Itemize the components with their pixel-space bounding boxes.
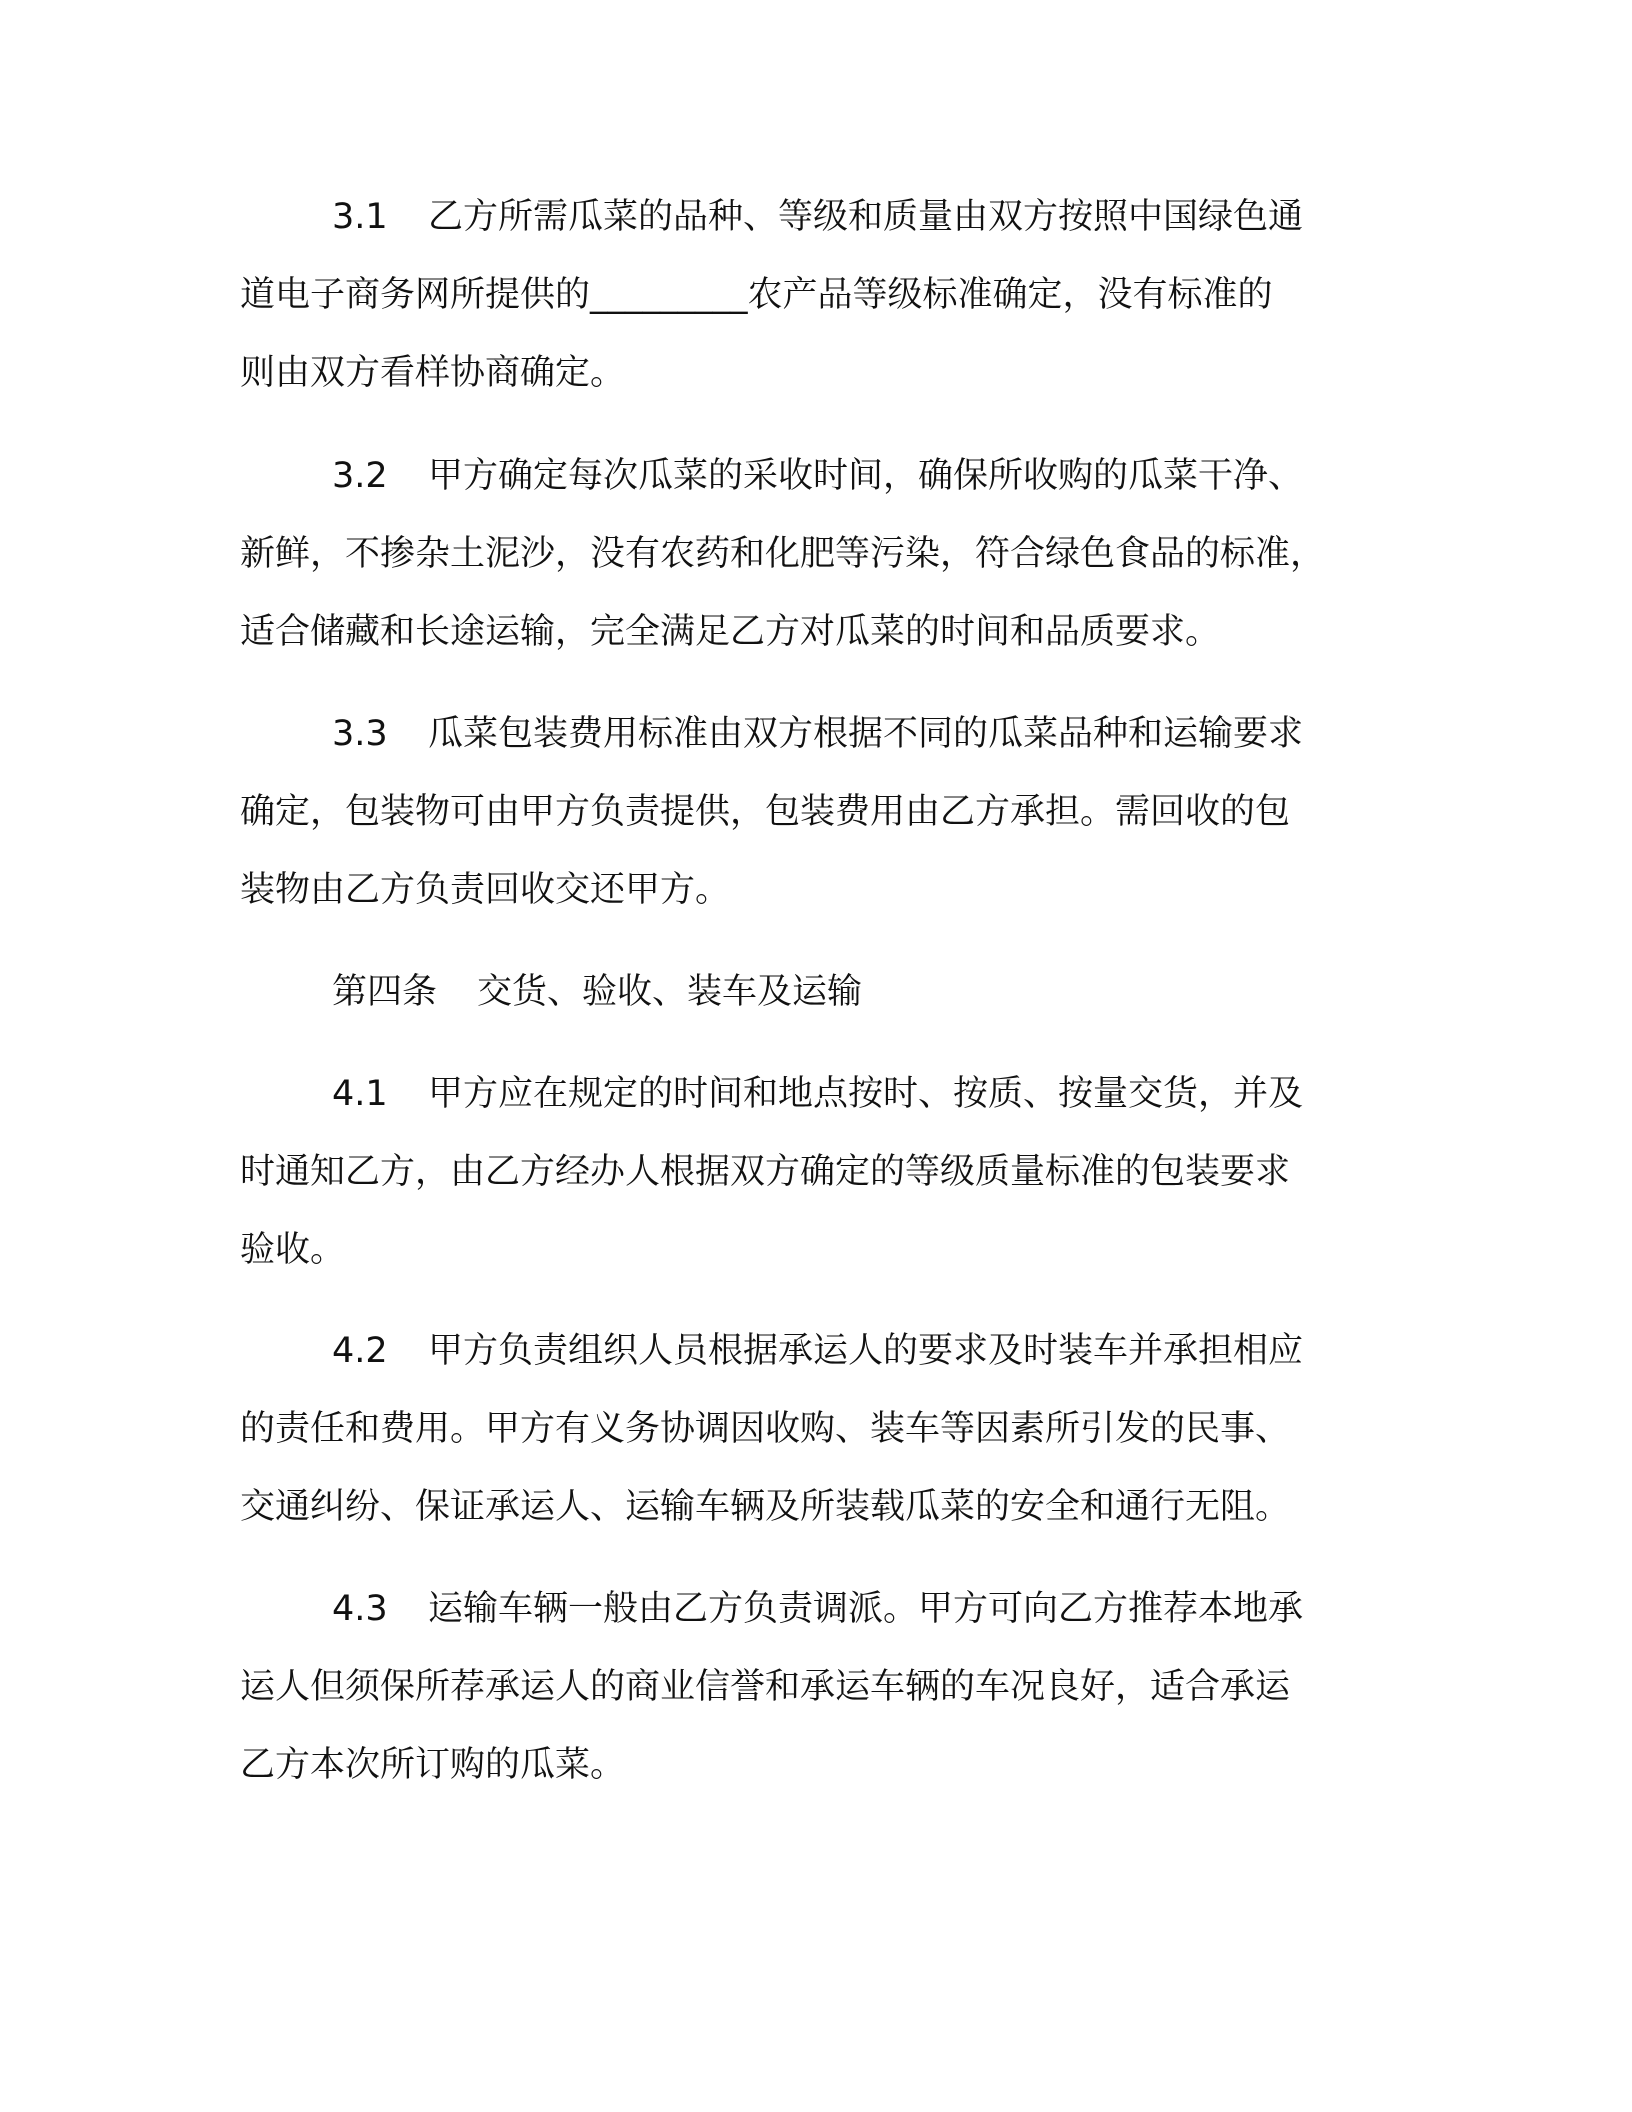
clause-number: 3.2 bbox=[332, 456, 388, 496]
article-label: 第四条 bbox=[332, 972, 438, 1012]
clause-line: 适合储藏和长途运输，完全满足乙方对瓜菜的时间和品质要求。 bbox=[240, 612, 1221, 652]
article-heading bbox=[332, 953, 862, 1031]
clause-number: 3.1 bbox=[332, 197, 388, 237]
clause-line: 则由双方看样协商确定。 bbox=[240, 353, 626, 393]
clause-line: 3.2 甲方确定每次瓜菜的采收时间，确保所收购的瓜菜干净、 bbox=[240, 437, 1380, 515]
clause-4-1 bbox=[240, 1055, 1380, 1289]
clause-line: 乙方本次所订购的瓜菜。 bbox=[240, 1745, 626, 1785]
clause-3-3 bbox=[240, 695, 1380, 929]
clause-line: 新鲜，不掺杂土泥沙，没有农药和化肥等污染，符合绿色食品的标准， bbox=[240, 534, 1326, 574]
clause-4-2 bbox=[240, 1312, 1380, 1546]
clause-line: 4.1 甲方应在规定的时间和地点按时、按质、按量交货，并及 bbox=[240, 1055, 1380, 1133]
clause-line: 的责任和费用。甲方有义务协调因收购、装车等因素所引发的民事、 bbox=[240, 1409, 1291, 1449]
clause-line: 确定，包装物可由甲方负责提供，包装费用由乙方承担。需回收的包 bbox=[240, 792, 1291, 832]
article-title: 交货、验收、装车及运输 bbox=[477, 972, 863, 1012]
clause-number: 3.3 bbox=[332, 714, 388, 754]
clause-number: 4.1 bbox=[332, 1074, 388, 1114]
clause-line: 4.2 甲方负责组织人员根据承运人的要求及时装车并承担相应 bbox=[240, 1312, 1380, 1390]
clause-line: 4.3 运输车辆一般由乙方负责调派。甲方可向乙方推荐本地承 bbox=[240, 1570, 1380, 1648]
clause-line: 3.3 瓜菜包装费用标准由双方根据不同的瓜菜品种和运输要求 bbox=[240, 695, 1380, 773]
clause-number: 4.3 bbox=[332, 1589, 388, 1629]
clause-line: 交通纠纷、保证承运人、运输车辆及所装载瓜菜的安全和通行无阻。 bbox=[240, 1487, 1291, 1527]
clause-3-2 bbox=[240, 437, 1380, 671]
clause-line: 道电子商务网所提供的_________农产品等级标准确定，没有标准的 bbox=[240, 275, 1273, 315]
clause-line: 时通知乙方，由乙方经办人根据双方确定的等级质量标准的包装要求 bbox=[240, 1152, 1291, 1192]
clause-number: 4.2 bbox=[332, 1331, 388, 1371]
clause-line: 3.1 乙方所需瓜菜的品种、等级和质量由双方按照中国绿色通 bbox=[240, 178, 1380, 256]
clause-4-3 bbox=[240, 1570, 1380, 1804]
clause-3-1 bbox=[240, 178, 1380, 412]
clause-line: 验收。 bbox=[240, 1230, 346, 1270]
clause-line: 运人但须保所荐承运人的商业信誉和承运车辆的车况良好，适合承运 bbox=[240, 1667, 1291, 1707]
clause-line: 装物由乙方负责回收交还甲方。 bbox=[240, 870, 731, 910]
